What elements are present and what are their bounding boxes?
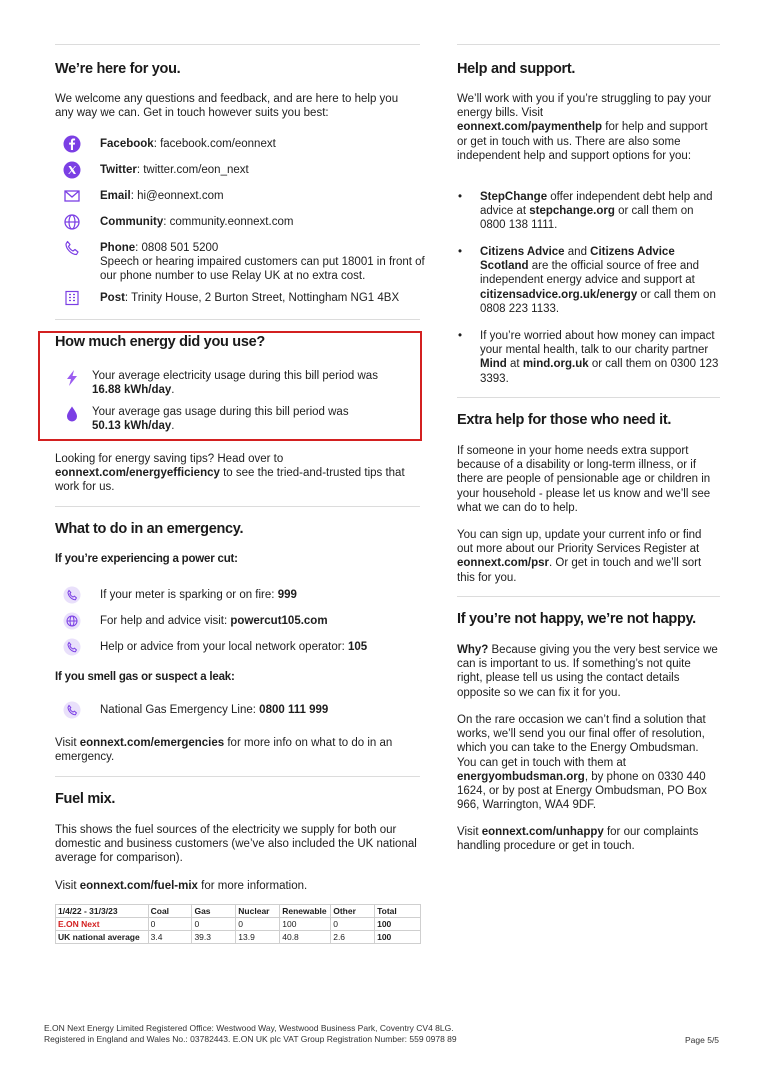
table-cell: 0 — [192, 918, 236, 931]
contact-item-community — [55, 213, 425, 239]
contact-item-twitter — [55, 161, 425, 187]
extra-help-para-2 — [457, 528, 719, 585]
unhappy-para-3 — [457, 825, 719, 853]
tips-text-after: to see the tried-and-trusted tips that work for us. — [55, 467, 405, 494]
help-bullet-mind — [457, 329, 719, 386]
table-row — [56, 918, 421, 931]
visit-suffix: for more info on what to do in an emergency. — [55, 737, 393, 764]
table-cell: 100 — [375, 918, 421, 931]
emergency-item — [55, 608, 367, 634]
table-header-row — [56, 905, 421, 918]
powercut105-link[interactable]: powercut105.com — [230, 615, 328, 627]
table-cell: UK national average — [56, 931, 149, 944]
relay-note: Speech or hearing impaired customers can put 18001 in front of our phone number to use Relay UK at no extra cost. — [100, 256, 425, 282]
ombudsman-link[interactable]: energyombudsman.org — [457, 770, 585, 783]
unhappy-para-2 — [457, 713, 719, 812]
table-cell: 40.8 — [280, 931, 331, 944]
emergency-text: For help and advice visit: — [100, 615, 231, 627]
table-cell: 0 — [236, 918, 280, 931]
visit-suffix: for more information. — [197, 880, 308, 892]
org-name: Citizens Advice — [480, 246, 565, 258]
divider — [55, 319, 420, 320]
fuel-mix-title: Fuel mix. — [55, 791, 116, 807]
contact-intro: We welcome any questions and feedback, and are here to help you any way we can. Get in touch however suits you best: — [55, 93, 399, 120]
help-intro-text: We’ll work with you if you’re struggling to pay your energy bills. Visit — [457, 93, 712, 120]
page-number: Page 5/5 — [685, 1035, 720, 1045]
complaints-text: for our complaints handling procedure or get in touch. — [457, 826, 699, 853]
gas-emergency-item — [55, 699, 328, 721]
power-cut-list — [55, 582, 367, 660]
building-icon — [63, 289, 81, 307]
help-title: Help and support. — [457, 61, 576, 77]
unhappy-title: If you’re not happy, we’re not happy. — [457, 611, 696, 627]
emergency-text: National Gas Emergency Line: — [100, 704, 260, 716]
electricity-usage — [55, 369, 420, 397]
gas-drop-icon — [63, 405, 81, 433]
help-intro-text-2: for help and support or get in touch with us. There are also some independent help and support options for you: — [457, 121, 708, 162]
unhappy-text: Because giving you the very best service we can is important to us. If something’s not quite right, please tell us using the contact details opposite so we can fix it for you. — [457, 644, 718, 699]
globe-icon — [63, 612, 81, 630]
why-label: Why? — [457, 644, 489, 656]
help-bullet-citizens-advice — [457, 245, 719, 316]
power-cut-heading: If you’re experiencing a power cut: — [55, 553, 238, 565]
divider — [457, 44, 720, 45]
globe-icon — [63, 213, 81, 231]
contact-item-phone — [55, 239, 425, 289]
bullet-text: If you’re worried about how money can impact your mental health, talk to our charity partner — [480, 330, 715, 357]
electricity-value: 16.88 kWh/day — [92, 384, 172, 397]
lightning-icon — [63, 369, 81, 397]
bullet-text: or call them on 0300 123 3393. — [480, 358, 719, 385]
bullet-text: and — [564, 246, 591, 258]
bullet-dot: • — [458, 191, 463, 203]
divider — [457, 397, 720, 398]
table-header: 1/4/22 - 31/3/23 — [56, 905, 149, 918]
mind-link[interactable]: mind.org.uk — [522, 358, 589, 371]
payment-help-link[interactable]: eonnext.com/paymenthelp — [457, 121, 603, 134]
gas-emergency-number[interactable]: 0800 111 999 — [259, 704, 329, 716]
table-header: Coal — [148, 905, 192, 918]
contact-label: Community — [100, 216, 164, 228]
period: . — [171, 384, 175, 397]
table-cell: E.ON Next — [56, 918, 149, 931]
divider — [55, 44, 420, 45]
visit-prefix: Visit — [55, 737, 80, 749]
post-address: : Trinity House, 2 Burton Street, Nottingham NG1 4BX — [124, 292, 400, 304]
table-header: Other — [331, 905, 375, 918]
table-cell: 39.3 — [192, 931, 236, 944]
fuel-mix-visit-text — [55, 879, 420, 893]
emergency-title: What to do in an emergency. — [55, 521, 244, 537]
footer-registration: Registered in England and Wales No.: 03782443. E.ON UK plc VAT Group Registration Number: 559 0978 89 — [44, 1034, 457, 1044]
bullet-text: are the official source of free and independent energy advice and support at — [480, 260, 700, 287]
facebook-link[interactable]: : facebook.com/eonnext — [153, 138, 276, 150]
bullet-text: offer independent debt help and advice at — [480, 191, 713, 218]
gas-leak-heading: If you smell gas or suspect a leak: — [55, 671, 235, 683]
contact-label: Phone — [100, 242, 136, 254]
phone-icon — [63, 638, 81, 656]
emergency-text: If your meter is sparking or on fire: — [100, 589, 278, 601]
envelope-icon — [63, 187, 81, 205]
contact-label: Email — [100, 190, 131, 202]
table-cell: 3.4 — [148, 931, 192, 944]
contact-label: Twitter — [100, 164, 137, 176]
help-bullet-stepchange — [457, 190, 719, 233]
extra-help-para-1: If someone in your home needs extra support because of a disability or long-term illness, or if there are people of pensionable age or children in your household - please let us know and we’ll see what we can do to help. — [457, 445, 711, 514]
citizens-advice-link[interactable]: citizensadvice.org.uk/energy — [480, 288, 638, 301]
table-cell: 100 — [375, 931, 421, 944]
psr-link[interactable]: eonnext.com/psr — [457, 557, 550, 570]
fuel-mix-intro: This shows the fuel sources of the electricity we supply for both our domestic and business customers (we’ve also included the UK national average for comparison). — [55, 824, 417, 865]
phone-icon — [63, 239, 81, 257]
stepchange-link[interactable]: stepchange.org — [529, 205, 615, 218]
contact-item-facebook — [55, 135, 425, 161]
contact-label: Post — [100, 292, 125, 304]
table-cell: 100 — [280, 918, 331, 931]
energy-efficiency-link[interactable]: eonnext.com/energyefficiency — [55, 467, 220, 480]
bullet-dot: • — [458, 330, 463, 342]
table-cell: 0 — [331, 918, 375, 931]
usage-title: How much energy did you use? — [55, 334, 265, 350]
emergency-number-105[interactable]: 105 — [348, 641, 368, 653]
table-header: Renewable — [280, 905, 331, 918]
psr-text-2: . Or get in touch and we’ll sort this for you. — [457, 557, 702, 584]
ombudsman-text: On the rare occasion we can’t find a solution that works, we’ll send you our final offer of resolution, which you can take to the Energy Ombudsman. You can get in touch with them at — [457, 714, 706, 769]
table-row — [56, 931, 421, 944]
psr-text: You can sign up, update your current info or find out more about our Priority Services Register at — [457, 529, 702, 556]
contact-item-email — [55, 187, 425, 213]
bullet-text: or call them on 0800 138 1111. — [480, 205, 694, 232]
emergencies-link[interactable]: eonnext.com/emergencies — [79, 737, 225, 749]
gas-value: 50.13 kWh/day — [92, 420, 172, 433]
contact-title: We’re here for you. — [55, 61, 181, 77]
footer — [44, 1023, 457, 1045]
emergency-item — [55, 582, 367, 608]
period: . — [171, 420, 175, 433]
divider — [457, 596, 720, 597]
table-cell: 13.9 — [236, 931, 280, 944]
visit-prefix: Visit — [55, 880, 80, 892]
contact-item-post — [55, 289, 425, 315]
energy-tips-text — [55, 452, 415, 495]
help-intro — [457, 92, 719, 163]
org-name: Mind — [480, 358, 507, 371]
unhappy-para-1 — [457, 643, 719, 700]
fuel-mix-table — [55, 904, 421, 944]
phone-icon — [63, 586, 81, 604]
emergencies-visit-text — [55, 736, 420, 764]
gas-text: Your average gas usage during this bill period was — [92, 406, 349, 418]
footer-registered-office: E.ON Next Energy Limited Registered Office: Westwood Way, Westwood Business Park, Coventry CV4 8LG. — [44, 1023, 454, 1033]
table-cell: 0 — [148, 918, 192, 931]
facebook-icon — [63, 135, 81, 153]
left-column — [55, 44, 425, 942]
tips-text: Looking for energy saving tips? Head over to — [55, 453, 284, 465]
email-link[interactable]: : hi@eonnext.com — [130, 190, 224, 202]
table-header: Gas — [192, 905, 236, 918]
org-name: StepChange — [480, 191, 548, 203]
extra-help-title: Extra help for those who need it. — [457, 412, 672, 428]
bullet-dot: • — [458, 246, 463, 258]
divider — [55, 776, 420, 777]
phone-icon — [63, 701, 81, 719]
twitter-link[interactable]: : twitter.com/eon_next — [136, 164, 249, 176]
unhappy-link[interactable]: eonnext.com/unhappy — [481, 826, 604, 838]
contact-label: Facebook — [100, 138, 154, 150]
gas-usage — [55, 405, 420, 433]
emergency-text: Help or advice from your local network operator: — [100, 641, 348, 653]
right-column — [457, 44, 720, 853]
table-header: Total — [375, 905, 421, 918]
bullet-text: or call them on 0808 223 1133. — [480, 288, 716, 315]
fuel-mix-link[interactable]: eonnext.com/fuel-mix — [79, 880, 198, 892]
contact-list — [55, 135, 425, 315]
phone-link[interactable]: : 0808 501 5200 — [135, 242, 219, 254]
bullet-text: at — [506, 358, 523, 371]
divider — [55, 506, 420, 507]
electricity-text: Your average electricity usage during this bill period was — [92, 370, 378, 382]
table-cell: 2.6 — [331, 931, 375, 944]
ombudsman-text-2: , by phone on 0330 440 1624, or by post at Energy Ombudsman, PO Box 966, Warrington, WA4 9DF. — [457, 770, 707, 812]
table-header: Nuclear — [236, 905, 280, 918]
visit-prefix: Visit — [457, 826, 482, 838]
community-link[interactable]: : community.eonnext.com — [163, 216, 294, 228]
emergency-number-999[interactable]: 999 — [277, 589, 297, 601]
x-twitter-icon — [63, 161, 81, 179]
emergency-item — [55, 634, 367, 660]
org-name: Citizens Advice Scotland — [480, 246, 675, 273]
